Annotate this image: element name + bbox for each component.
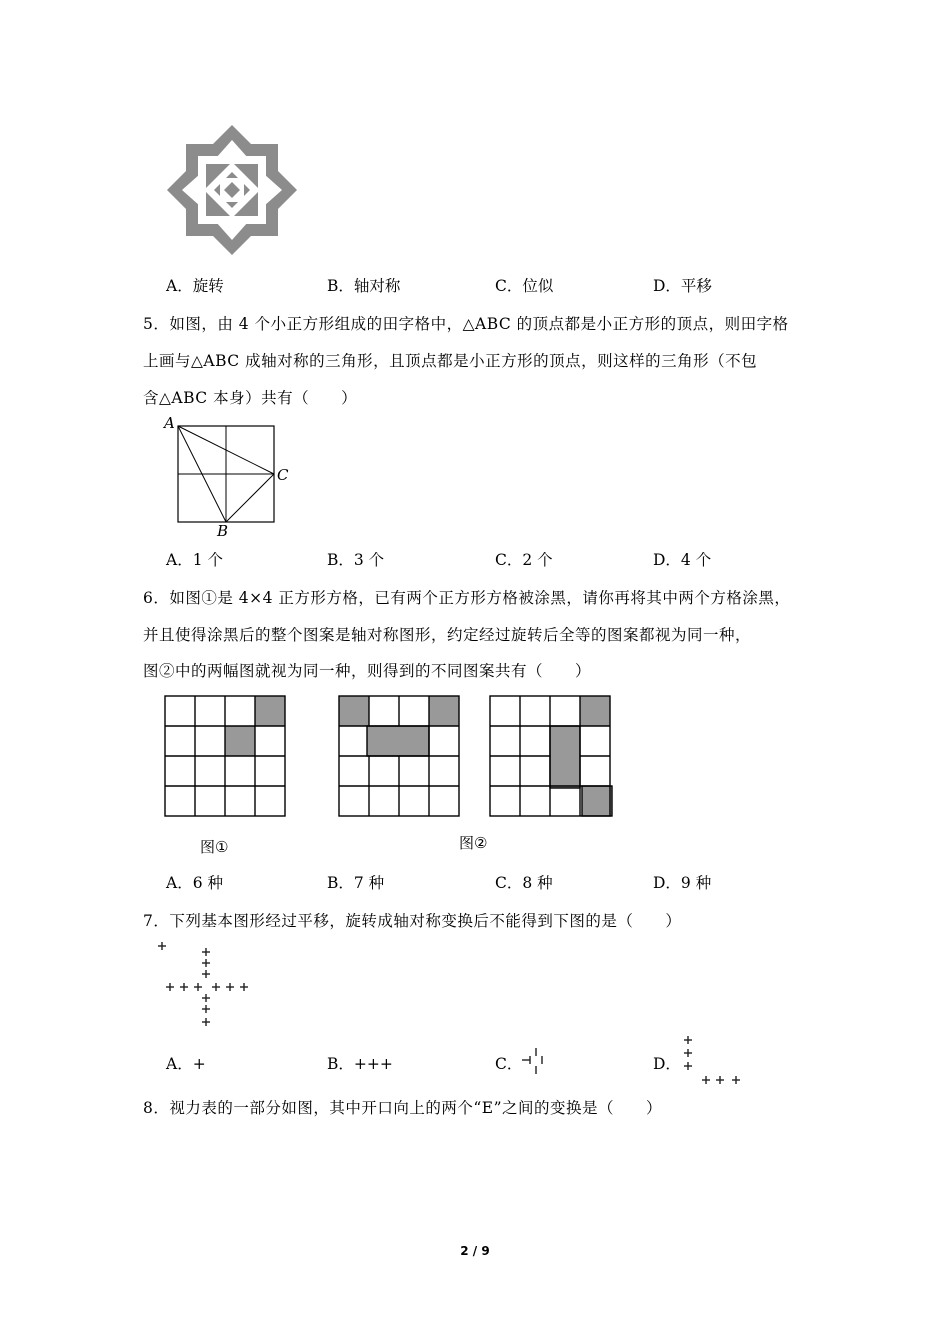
q5-vertex-label-c: C: [277, 466, 289, 484]
q7-option-c[interactable]: C．: [495, 1055, 523, 1073]
q5-vertex-label-a: A: [164, 414, 175, 432]
q6-question-line1: 6．如图①是 4×4 正方形方格，已有两个正方形方格被涂黑，请你再将其中两个方格涂黑，: [143, 589, 791, 607]
q7-question-line1: 7．下列基本图形经过平移，旋转成轴对称变换后不能得到下图的是（ ）: [143, 912, 682, 930]
q5-option-a[interactable]: A．1 个: [166, 551, 223, 569]
q6-option-b[interactable]: B．7 种: [327, 874, 385, 892]
q7-option-a[interactable]: A．+: [166, 1055, 206, 1073]
q6-question-line3: 图②中的两幅图就视为同一种，则得到的不同图案共有（ ）: [143, 662, 592, 680]
q6-option-c[interactable]: C．8 种: [495, 874, 553, 892]
q6-option-d[interactable]: D．9 种: [653, 874, 712, 892]
q7-option-c-figure: [520, 1046, 550, 1076]
q5-grid-figure: [160, 414, 300, 540]
q5-vertex-label-b: B: [217, 522, 229, 540]
q6-grid-figure-2: [339, 696, 459, 816]
q6-question-line2: 并且使得涂黑后的整个图案是轴对称图形，约定经过旋转后全等的图案都视为同一种，: [143, 626, 752, 644]
q7-option-d[interactable]: D．: [653, 1055, 681, 1073]
q5-option-d[interactable]: D．4 个: [653, 551, 712, 569]
q7-option-b[interactable]: B．+++: [327, 1055, 393, 1073]
q6-grid-figure-1: [165, 696, 285, 816]
q4-option-c[interactable]: C．位似: [495, 277, 554, 295]
q4-option-a[interactable]: A．旋转: [166, 277, 224, 295]
q5-option-b[interactable]: B．3 个: [327, 551, 385, 569]
q4-option-b[interactable]: B．轴对称: [327, 277, 401, 295]
q6-figure-caption-2: 图②: [459, 834, 488, 852]
q6-figure-caption-1: 图①: [200, 838, 229, 856]
q6-grid-figure-3: [490, 696, 612, 818]
q5-option-c[interactable]: C．2 个: [495, 551, 553, 569]
page-number: 2 / 9: [460, 1244, 490, 1258]
q7-cross-figure: [162, 946, 250, 1030]
q5-question-line1: 5．如图，由 4 个小正方形组成的田字格中，△ABC 的顶点都是小正方形的顶点，则田字格: [143, 315, 789, 333]
q4-pattern-figure: [166, 124, 298, 256]
q5-question-line2: 上画与△ABC 成轴对称的三角形，且顶点都是小正方形的顶点，则这样的三角形（不包: [143, 352, 758, 370]
q8-question-line1: 8．视力表的一部分如图，其中开口向上的两个“E”之间的变换是（ ）: [143, 1099, 663, 1117]
q7-option-d-figure: [680, 1034, 744, 1088]
q5-question-line3: 含△ABC 本身）共有（ ）: [143, 389, 358, 407]
q4-option-d[interactable]: D．平移: [653, 277, 712, 295]
q6-option-a[interactable]: A．6 种: [166, 874, 223, 892]
